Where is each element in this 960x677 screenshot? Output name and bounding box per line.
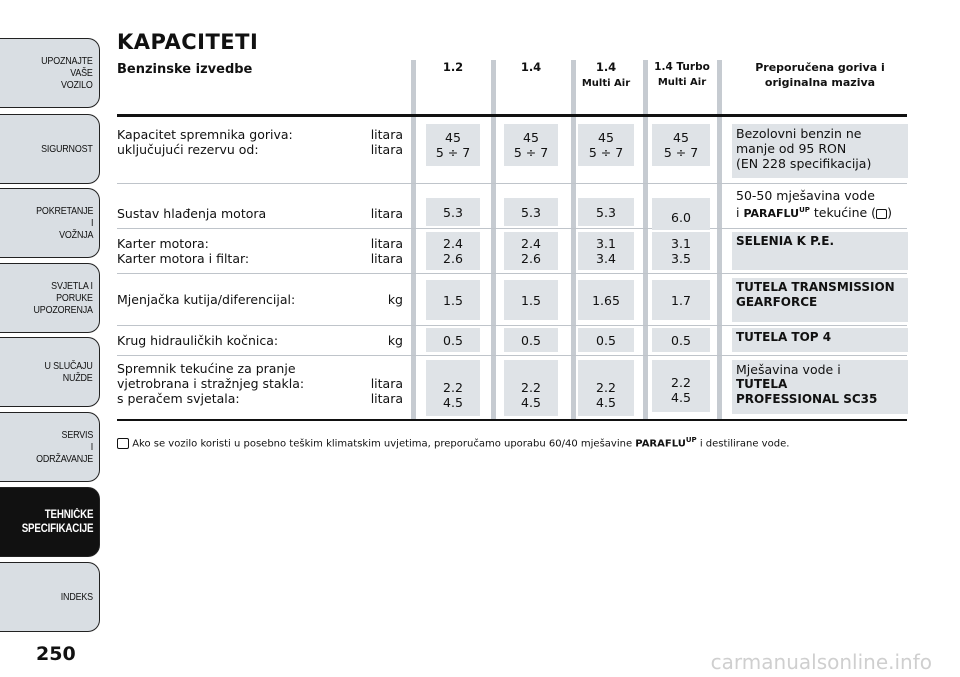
row-label-washer: Spremnik tekućine za pranje vjetrobrana i stražnjeg stakla: s peračem svjetala: — [117, 361, 305, 406]
row-label-brakes: Krug hidrauličkih kočnica: — [117, 333, 279, 348]
value-cell: 2.2 4.5 — [578, 360, 634, 416]
value-cell: 3.1 3.5 — [652, 232, 710, 270]
column-header-1-4-multiair: 1.4 Multi Air — [581, 60, 631, 89]
row-unit-washer: litara litara — [370, 376, 403, 406]
value-cell: 1.7 — [652, 280, 710, 320]
value-cell: 6.0 — [652, 198, 710, 230]
row-label-fuel-tank: Kapacitet spremnika goriva: uključujući rezervu od: — [117, 127, 293, 157]
value-cell: 0.5 — [578, 328, 634, 352]
tab-svjetla[interactable]: SVJETLA I PORUKE UPOZORENJA — [0, 263, 100, 333]
value-cell: 0.5 — [504, 328, 558, 352]
tab-servis[interactable]: SERVIS I ODRŽAVANJE — [0, 412, 100, 482]
page-number: 250 — [36, 643, 76, 665]
tab-indeks[interactable]: INDEKS — [0, 562, 100, 632]
row-unit-cooling: litara — [370, 206, 403, 221]
tab-sigurnost[interactable]: SIGURNOST — [0, 114, 100, 184]
row-unit-brakes: kg — [387, 333, 403, 348]
tab-pokretanje[interactable]: POKRETANJE I VOŽNJA — [0, 188, 100, 258]
value-cell: 2.4 2.6 — [504, 232, 558, 270]
tab-nuzde[interactable]: U SLUČAJU NUŽDE — [0, 337, 100, 407]
value-cell: 0.5 — [426, 328, 480, 352]
row-label-gearbox: Mjenjačka kutija/diferencijal: — [117, 292, 296, 307]
row-label-engine-sump: Karter motora: Karter motora i filtar: — [117, 236, 250, 266]
fluid-engine-oil: SELENIA K P.E. — [732, 232, 908, 270]
row-divider — [117, 228, 907, 229]
watermark: carmanualsonline.info — [710, 650, 932, 674]
value-cell: 5.3 — [578, 198, 634, 226]
header-rule — [117, 114, 907, 117]
column-header-1-4-turbo: 1.4 Turbo Multi Air — [654, 61, 710, 88]
row-unit-fuel-tank: litara litara — [370, 127, 403, 157]
value-cell: 5.3 — [426, 198, 480, 226]
value-cell: 45 5 ÷ 7 — [504, 124, 558, 166]
fluid-transmission: TUTELA TRANSMISSION GEARFORCE — [732, 278, 908, 322]
note-symbol-icon — [117, 438, 129, 449]
tab-upoznajte[interactable]: UPOZNAJTE VAŠE VOZILO — [0, 38, 100, 108]
value-cell: 3.1 3.4 — [578, 232, 634, 270]
column-header-fluids: Preporučena goriva i originalna maziva — [755, 61, 885, 89]
row-label-cooling: Sustav hlađenja motora — [117, 206, 267, 221]
row-divider — [117, 273, 907, 274]
value-cell: 2.2 4.5 — [652, 360, 710, 412]
value-cell: 45 5 ÷ 7 — [652, 124, 710, 166]
note-symbol-icon — [876, 209, 887, 219]
column-header-1-2: 1.2 — [442, 60, 464, 74]
column-header-1-4: 1.4 — [520, 60, 542, 74]
row-unit-gearbox: kg — [387, 292, 403, 307]
value-cell: 0.5 — [652, 328, 710, 352]
value-cell: 2.2 4.5 — [504, 360, 558, 416]
row-divider — [117, 183, 907, 184]
footnote: Ako se vozilo koristi u posebno teškim klimatskim uvjetima, preporučamo uporabu 60/40 mješavine $PARAFLU^{UP}$ i destilirane vode. — [117, 436, 789, 449]
row-divider — [117, 355, 907, 356]
value-cell: 2.2 4.5 — [426, 360, 480, 416]
row-divider — [117, 325, 907, 326]
table-bottom-rule — [117, 419, 907, 421]
value-cell: 45 5 ÷ 7 — [578, 124, 634, 166]
fluid-coolant: 50-50 mješavina vode i $PARAFLU^{UP}$ tekućine ( ) — [732, 186, 908, 226]
fluid-fuel: Bezolovni benzin ne manje od 95 RON (EN 228 specifikacija) — [732, 124, 908, 178]
page-subtitle: Benzinske izvedbe — [117, 62, 253, 77]
row-unit-engine-sump: litara litara — [370, 236, 403, 266]
page-title: KAPACITETI — [117, 30, 259, 54]
fluid-washer: Mješavina vode i TUTELA PROFESSIONAL SC35 — [732, 360, 908, 414]
tab-tehnicke-specifikacije[interactable]: TEHNIČKE SPECIFIKACIJE — [0, 487, 100, 557]
value-cell: 2.4 2.6 — [426, 232, 480, 270]
value-cell: 1.65 — [578, 280, 634, 320]
value-cell: 45 5 ÷ 7 — [426, 124, 480, 166]
value-cell: 1.5 — [426, 280, 480, 320]
fluid-brake: TUTELA TOP 4 — [732, 328, 908, 352]
value-cell: 1.5 — [504, 280, 558, 320]
value-cell: 5.3 — [504, 198, 558, 226]
